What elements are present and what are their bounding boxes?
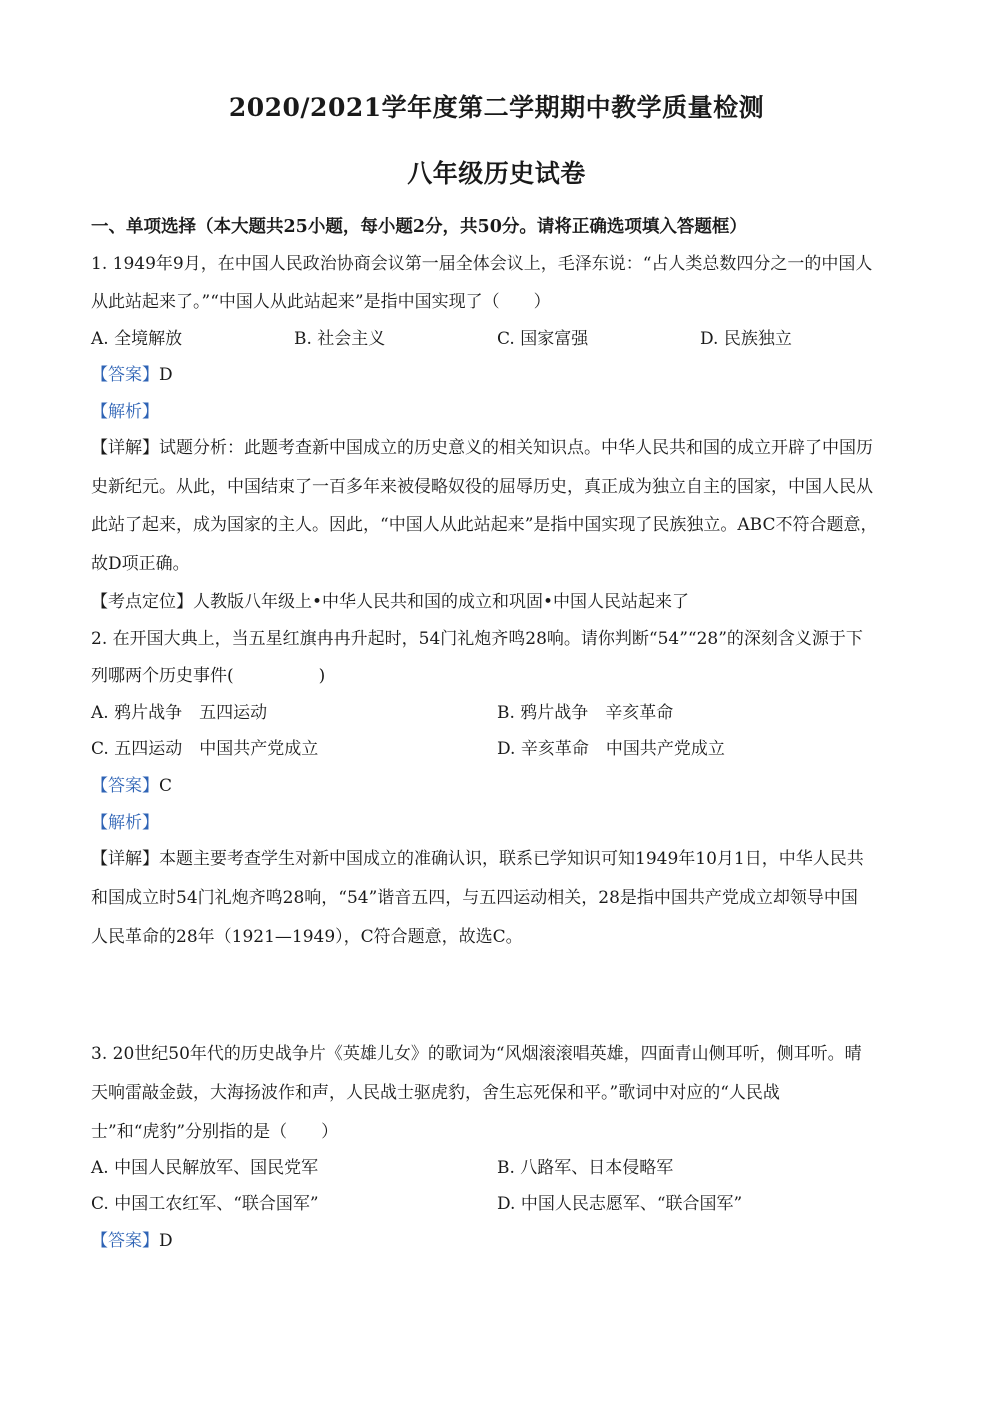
q1-answer [91, 363, 921, 387]
q1-detail-text-1: 试题分析：此题考查新中国成立的历史意义的相关知识点。中华人民共和国的成立开辟了中国历 [159, 438, 873, 458]
q2-option-d: D. 辛亥革命 中国共产党成立 [497, 739, 725, 759]
q2-stem-line-1: 2. 在开国大典上，当五星红旗冉冉升起时，54门礼炮齐鸣28响。请你判断“54”“28”的深刻含义源于下 [91, 629, 863, 649]
q3-stem-line-1: 3. 20世纪50年代的历史战争片《英雄儿女》的歌词为“风烟滚滚唱英雄，四面青山侧耳听，侧耳听。晴 [91, 1044, 862, 1064]
q3-option-c: C. 中国工农红军、“联合国军” [91, 1194, 319, 1214]
q1-option-c: C. 国家富强 [497, 329, 589, 349]
q3-stem-line-2: 天响雷敲金鼓，大海扬波作和声，人民战士驱虎豹，舍生忘死保和平。”歌词中对应的“人民战 [91, 1083, 780, 1103]
exam-title: 2020/2021学年度第二学期期中教学质量检测 [228, 93, 765, 122]
q2-option-b: B. 鸦片战争 辛亥革命 [497, 703, 674, 723]
q1-detail-line-2: 史新纪元。从此，中国结束了一百多年来被侵略奴役的屈辱历史，真正成为独立自主的国家，中国人民从 [91, 477, 873, 497]
q2-detail-line-2: 和国成立时54门礼炮齐鸣28响，“54”谐音五四，与五四运动相关，28是指中国共产党成立却领导中国 [91, 888, 858, 908]
q1-exam-point [91, 590, 921, 614]
q1-detail-line-3: 此站了起来，成为国家的主人。因此，“中国人从此站起来”是指中国实现了民族独立。ABC不符合题意， [91, 515, 878, 535]
q3-option-b: B. 八路军、日本侵略军 [497, 1158, 674, 1178]
q2-answer [91, 774, 921, 798]
q2-detail-line-1 [91, 847, 921, 871]
q2-option-c: C. 五四运动 中国共产党成立 [91, 739, 319, 759]
q1-detail-line-1 [91, 436, 921, 460]
analysis-label: 【解析】 [91, 402, 159, 422]
q3-option-a: A. 中国人民解放军、国民党军 [91, 1158, 319, 1178]
q1-option-b: B. 社会主义 [294, 329, 386, 349]
exam-subtitle: 八年级历史试卷 [407, 159, 586, 188]
q1-stem-line-2: 从此站起来了。”“中国人从此站起来”是指中国实现了（ ） [91, 292, 551, 312]
q2-answer-value: C [159, 776, 173, 796]
q1-analysis [91, 400, 921, 424]
detail-label: 【详解】 [91, 438, 159, 458]
q1-option-d: D. 民族独立 [700, 329, 792, 349]
q2-analysis [91, 811, 921, 835]
detail-label: 【详解】 [91, 849, 159, 869]
q3-answer-value: D [159, 1231, 173, 1251]
q2-option-a: A. 鸦片战争 五四运动 [91, 703, 268, 723]
exam-point-label: 【考点定位】 [91, 592, 193, 612]
answer-label: 【答案】 [91, 1231, 159, 1251]
q1-exam-point-text: 人教版八年级上•中华人民共和国的成立和巩固•中国人民站起来了 [193, 592, 690, 612]
q3-option-d: D. 中国人民志愿军、“联合国军” [497, 1194, 743, 1214]
q1-answer-value: D [159, 365, 173, 385]
q1-detail-line-4: 故D项正确。 [91, 554, 190, 574]
q3-answer [91, 1229, 921, 1253]
answer-label: 【答案】 [91, 365, 159, 385]
q2-detail-text-1: 本题主要考查学生对新中国成立的准确认识，联系已学知识可知1949年10月1日，中华人民共 [159, 849, 864, 869]
q3-stem-line-3: 士”和“虎豹”分别指的是（ ） [91, 1122, 339, 1142]
answer-label: 【答案】 [91, 776, 159, 796]
q2-detail-line-3: 人民革命的28年（1921—1949），C符合题意，故选C。 [91, 927, 523, 947]
q1-option-a: A. 全境解放 [91, 329, 183, 349]
q1-stem-line-1: 1. 1949年9月，在中国人民政治协商会议第一届全体会议上，毛泽东说：“占人类总数四分之一的中国人 [91, 254, 873, 274]
section-heading: 一、单项选择（本大题共25小题，每小题2分，共50分。请将正确选项填入答题框） [91, 217, 747, 237]
q2-stem-line-2: 列哪两个历史事件( ) [91, 666, 326, 686]
analysis-label: 【解析】 [91, 813, 159, 833]
